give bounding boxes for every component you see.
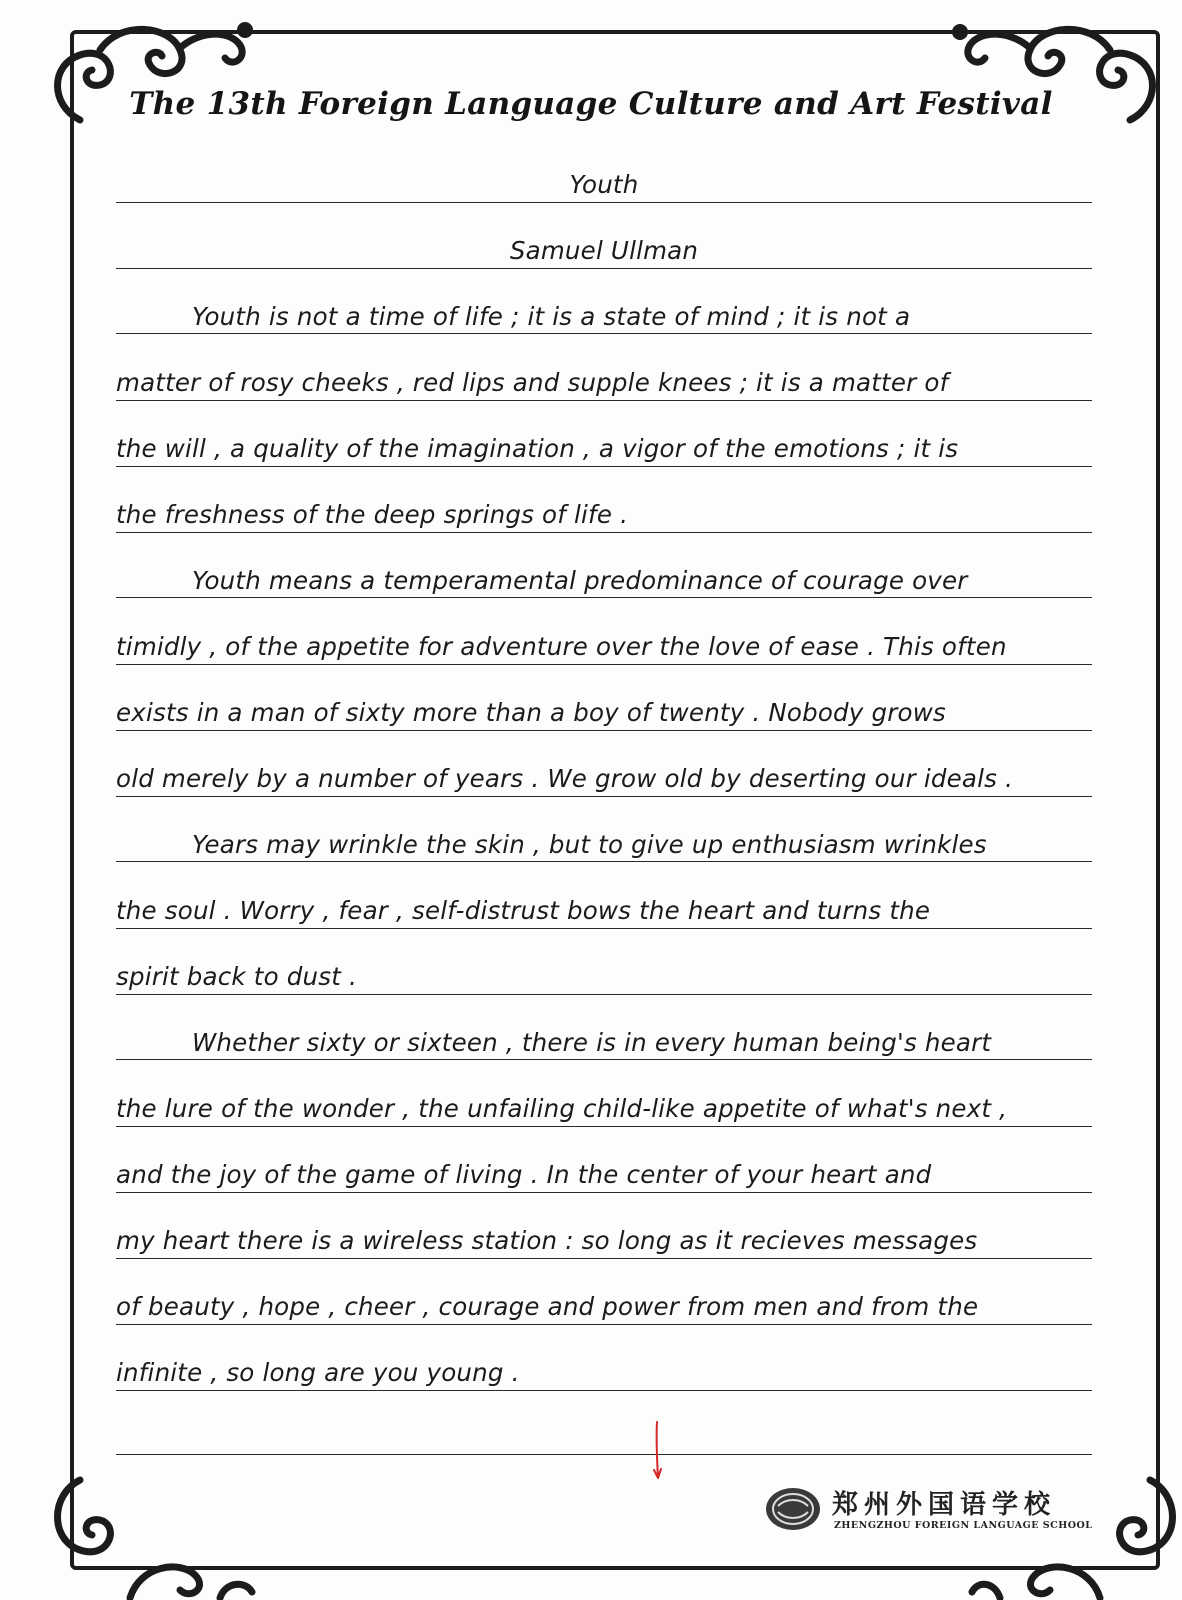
school-logo — [764, 1484, 1124, 1540]
text-line: exists in a man of sixty more than a boy of twenty . Nobody grows — [116, 696, 1092, 731]
text-line: Years may wrinkle the skin , but to give up enthusiasm wrinkles — [116, 828, 1092, 862]
text-line — [116, 1420, 1092, 1455]
poem-author: Samuel Ullman — [116, 234, 1092, 269]
text-line: my heart there is a wireless station : so long as it recieves messages — [116, 1224, 1092, 1259]
school-seal-icon — [764, 1486, 822, 1532]
text-line: and the joy of the game of living . In the center of your heart and — [116, 1158, 1092, 1193]
ornament-bottom-left-icon — [40, 1470, 290, 1600]
text-line: the freshness of the deep springs of life . — [116, 498, 1092, 533]
school-name-chinese: 郑州外国语学校 — [832, 1490, 1057, 1520]
text-line: of beauty , hope , cheer , courage and power from men and from the — [116, 1290, 1092, 1325]
red-check-mark-icon — [651, 1420, 665, 1484]
text-line: Youth means a temperamental predominance of courage over — [116, 564, 1092, 598]
text-line: Whether sixty or sixteen , there is in every human being's heart — [116, 1026, 1092, 1060]
school-name-english: ZHENGZHOU FOREIGN LANGUAGE SCHOOL — [834, 1520, 1093, 1531]
text-line: infinite , so long are you young . — [116, 1356, 1092, 1391]
poem-title: Youth — [116, 168, 1092, 203]
text-line: the will , a quality of the imagination , a vigor of the emotions ; it is — [116, 432, 1092, 467]
text-line: spirit back to dust . — [116, 960, 1092, 995]
text-line: Youth is not a time of life ; it is a state of mind ; it is not a — [116, 300, 1092, 334]
text-line: matter of rosy cheeks , red lips and supple knees ; it is a matter of — [116, 366, 1092, 401]
festival-title: The 13th Foreign Language Culture and Art Festival — [129, 86, 1053, 122]
text-line: the soul . Worry , fear , self-distrust bows the heart and turns the — [116, 894, 1092, 929]
text-line: timidly , of the appetite for adventure over the love of ease . This often — [116, 630, 1092, 665]
text-line: the lure of the wonder , the unfailing child-like appetite of what's next , — [116, 1092, 1092, 1127]
text-line: old merely by a number of years . We grow old by deserting our ideals . — [116, 762, 1092, 797]
